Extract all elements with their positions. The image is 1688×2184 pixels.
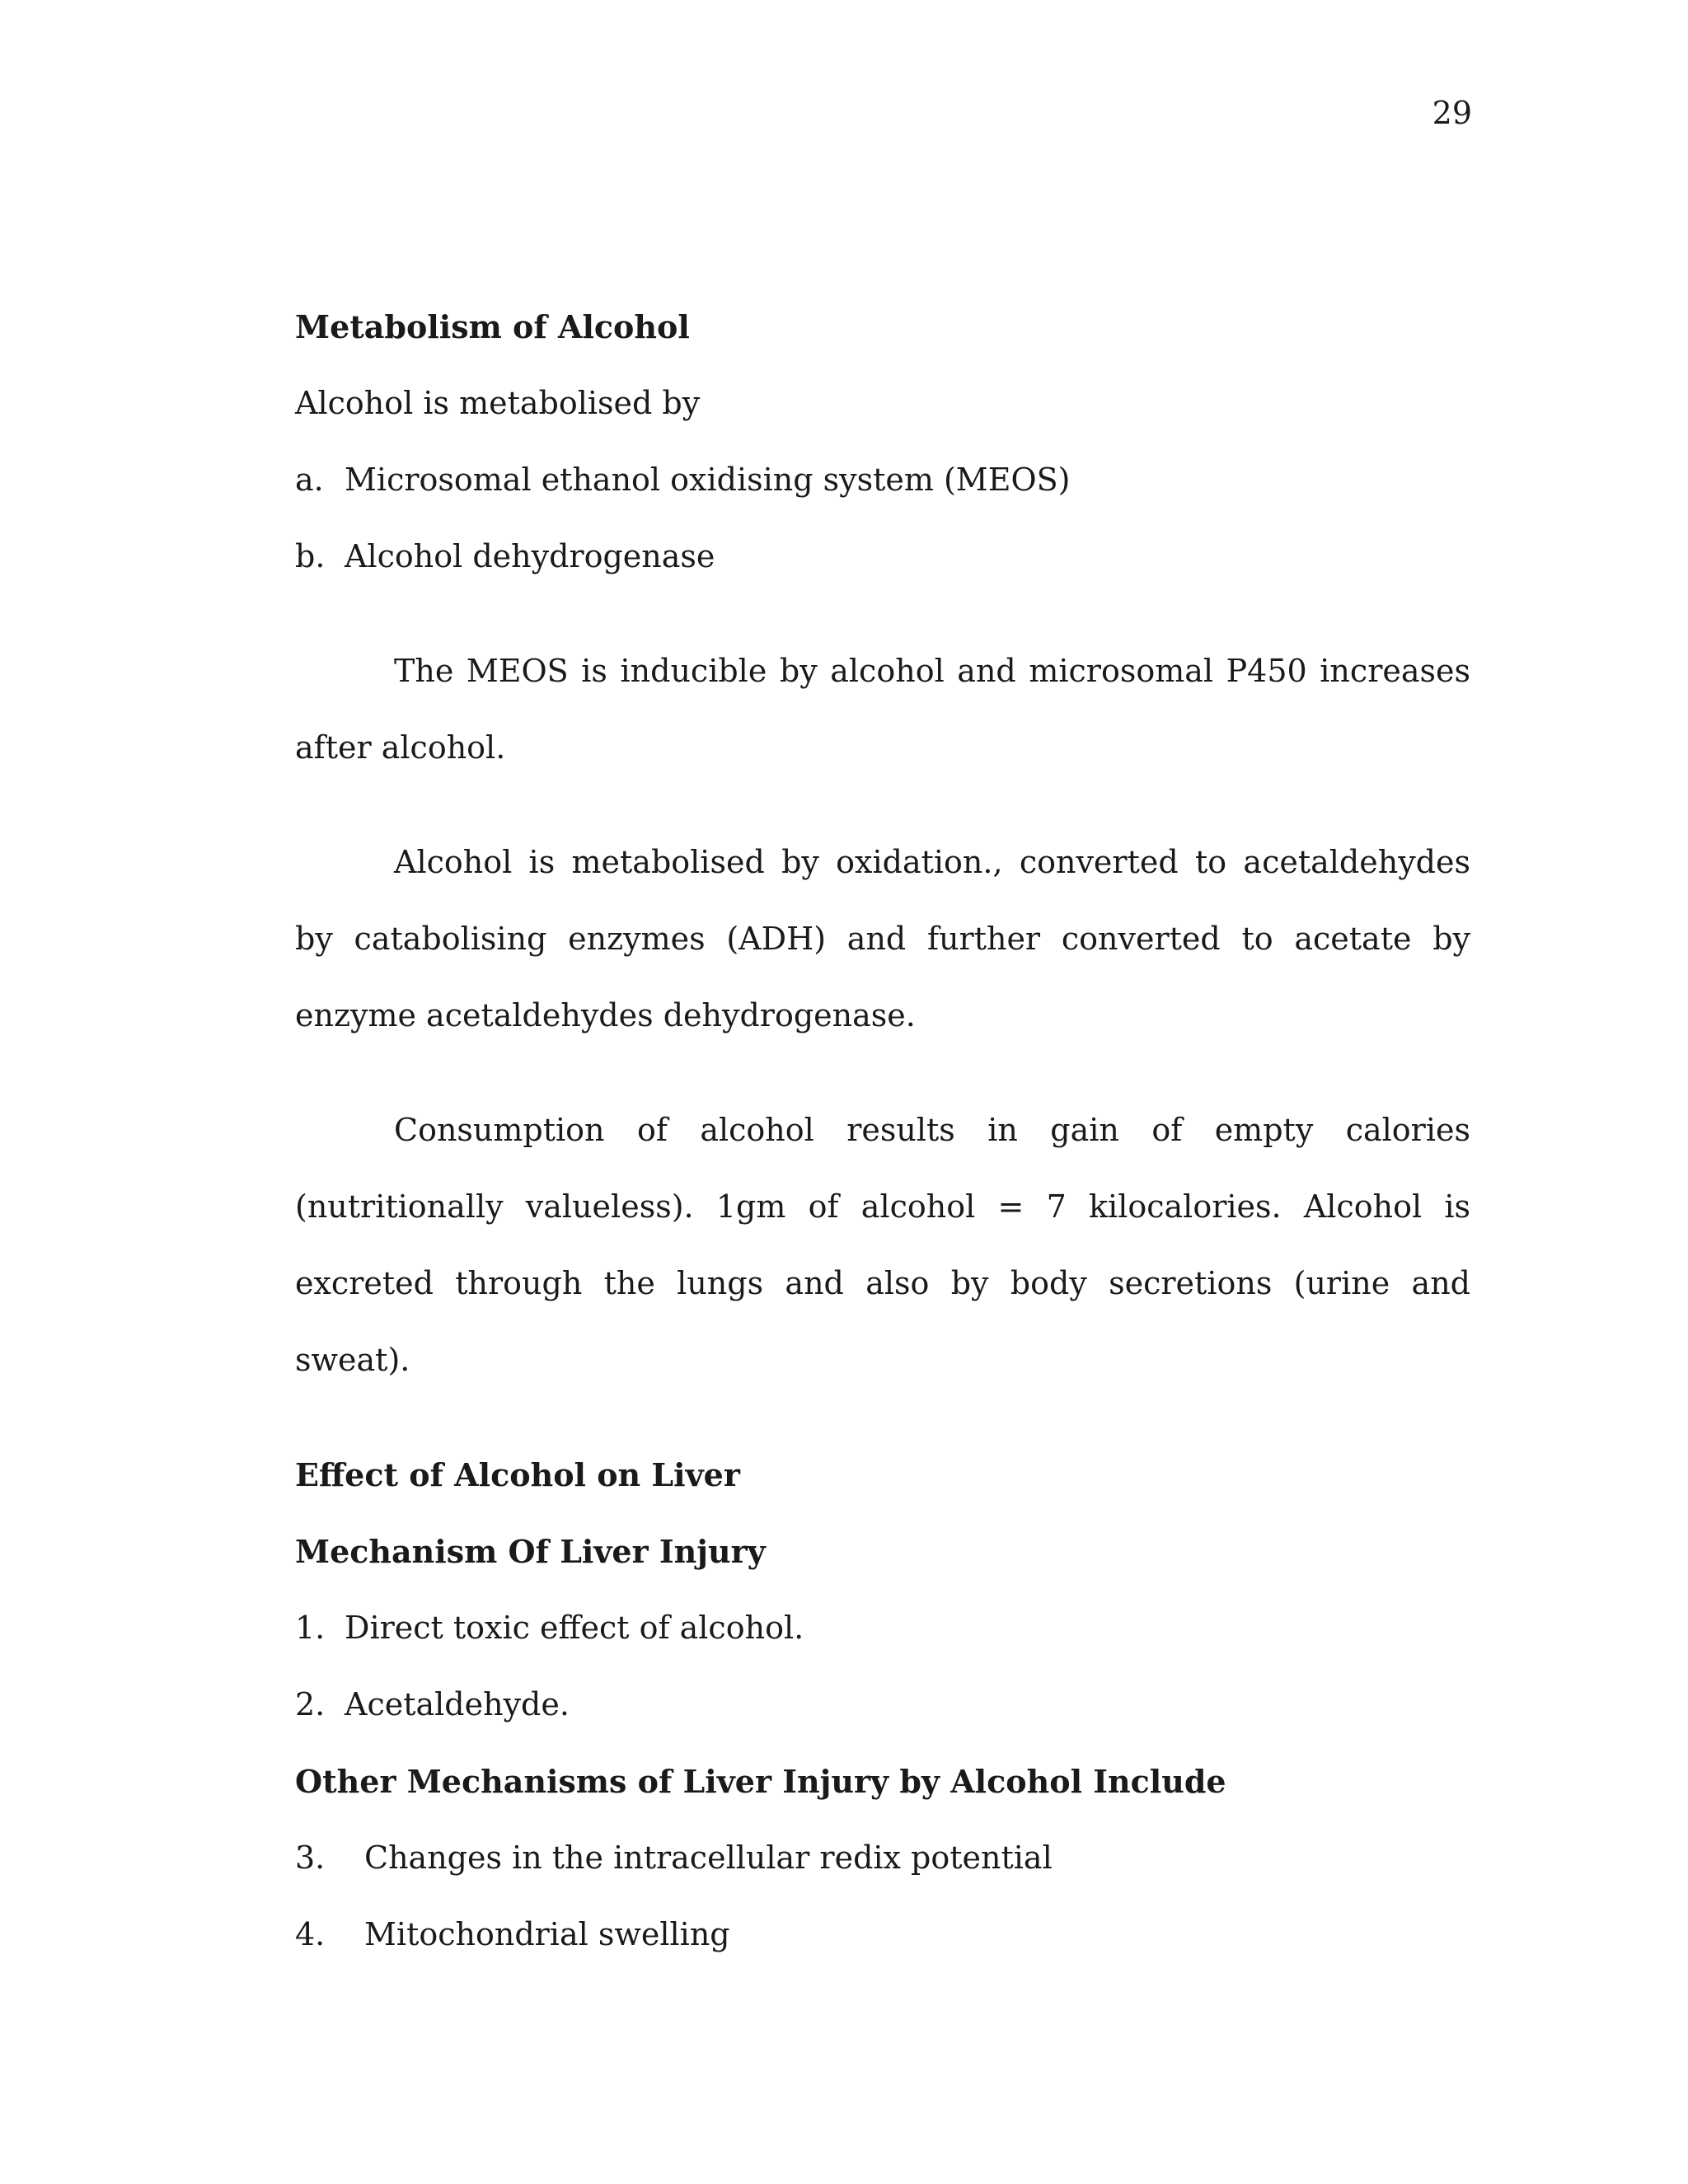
list-item-text: Mitochondrial swelling [364,1916,730,1952]
list-marker: 2. [295,1686,326,1722]
section-heading-other-mechanisms: Other Mechanisms of Liver Injury by Alcohol Include [295,1763,1226,1800]
list-item [295,1896,1470,1973]
list-marker: 1. [295,1610,326,1646]
list-item [295,1590,1470,1666]
list-item [295,518,1470,595]
paragraph-meos: The MEOS is inducible by alcohol and microsomal P450 increases after alcohol. [295,653,1470,766]
paragraph-consumption: Consumption of alcohol results in gain of empty calories (nutritionally valueless). 1gm of alcohol = 7 kilocalories. Alcohol is excreted through the lungs and also by body secretions (urine and sweat). [295,1112,1470,1378]
list-item-text: Microsomal ethanol oxidising system (MEOS) [345,462,1071,498]
list-marker: a. [295,462,324,498]
list-item [295,442,1470,518]
section-heading-mechanism: Mechanism Of Liver Injury [295,1533,766,1570]
list-item [295,1666,1470,1743]
page-number: 29 [1432,95,1472,131]
section-heading-metabolism: Metabolism of Alcohol [295,308,690,345]
list-item-text: Alcohol dehydrogenase [345,538,715,574]
list-item-text: Direct toxic effect of alcohol. [345,1610,804,1646]
list-item [295,1820,1470,1896]
list-item-text: Acetaldehyde. [345,1686,570,1722]
metabolism-intro: Alcohol is metabolised by [295,385,701,421]
document-body [295,288,1470,1973]
paragraph-oxidation: Alcohol is metabolised by oxidation., converted to acetaldehydes by catabolising enzymes (ADH) and further converted to acetate by enzyme acetaldehydes dehydrogenase. [295,844,1470,1033]
list-marker: 3. [295,1840,326,1876]
list-item-text: Changes in the intracellular redix potential [364,1840,1053,1876]
list-marker: 4. [295,1916,326,1952]
section-heading-effect: Effect of Alcohol on Liver [295,1456,740,1493]
list-marker: b. [295,538,326,574]
